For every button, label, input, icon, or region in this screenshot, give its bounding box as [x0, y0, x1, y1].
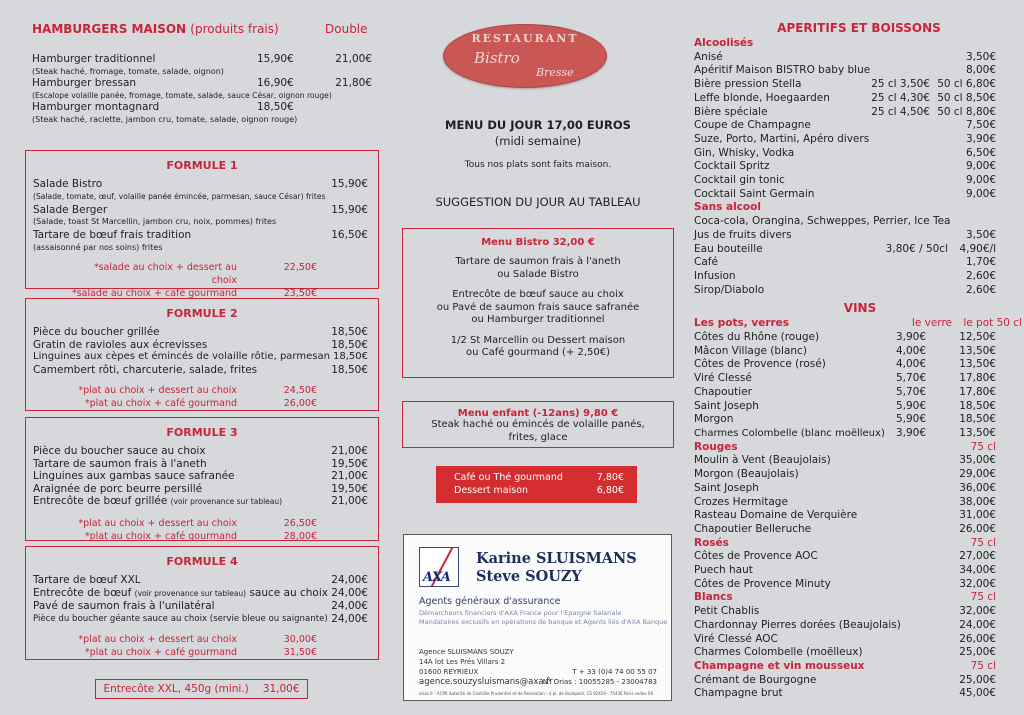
section-header-sans-alcool: Sans alcool	[694, 201, 761, 214]
menu-item	[26, 495, 378, 509]
item-name: Pièce du boucher géante sauce au choix (servie bleue ou saignante)	[33, 613, 328, 624]
item-name: Entrecôte de bœuf	[33, 586, 132, 599]
agent-names	[476, 550, 637, 586]
drink-row: Infusion 2,60€	[694, 269, 996, 282]
item-name: Pavé de saumon frais à l'unilatéral	[33, 600, 215, 612]
drink-row: Coca-cola, Orangina, Schweppes, Perrier, Ice Tea	[694, 215, 951, 228]
item-price: 15,90€	[331, 203, 368, 216]
item-price: 24,00€	[331, 600, 368, 612]
wine-row: Côtes du Rhône (rouge) 3,90€ 12,50€	[694, 331, 996, 344]
drink-row: Sirop/Diabolo 2,60€	[694, 283, 996, 296]
item-name: Pièce du boucher grillée	[33, 326, 160, 338]
item-price: 18,50€	[331, 338, 368, 351]
formule-title: FORMULE 3	[166, 426, 238, 439]
wine-row: Puech haut 34,00€	[694, 564, 996, 577]
menu-item	[26, 351, 378, 364]
wine-row: Mâcon Village (blanc) 4,00€ 13,50€	[694, 344, 996, 357]
combo-label: *plat au choix + café gourmand	[84, 647, 237, 658]
combo-list	[26, 384, 378, 410]
wine-row: Charmes Colombelle (blanc moëlleux) 3,90€ 13,50€	[694, 426, 996, 439]
item-price: 15,90€	[257, 53, 294, 65]
item-name: Tartare de bœuf frais tradition	[33, 229, 192, 241]
menu-line: frites, glace	[508, 431, 568, 443]
wine-row: Chardonnay Pierres dorées (Beaujolais) 24,00€	[694, 618, 996, 631]
menu-line: ou Café gourmand (+ 2,50€)	[465, 347, 611, 358]
drink-row: Cocktail Spritz 9,00€	[694, 160, 996, 173]
wine-row: Crozes Hermitage 38,00€	[694, 495, 996, 508]
logo-line-2: Bistro	[474, 49, 520, 67]
wine-row: Crémant de Bourgogne 25,00€	[694, 673, 996, 686]
menu-line: 1/2 St Marcellin ou Dessert maison	[450, 334, 626, 346]
menu-item	[26, 587, 378, 601]
menu-line: ou Hamburger traditionnel	[471, 314, 605, 325]
menu-item	[26, 204, 378, 217]
section-header-rouges: Rouges 75 cl	[694, 440, 996, 453]
agent-name: Karine SLUISMANS	[476, 550, 637, 567]
item-name: Araignée de porc beurre persillé	[33, 482, 203, 495]
wine-row: Viré Clessé AOC 26,00€	[694, 632, 996, 645]
menu-item	[26, 178, 378, 191]
item-description: (Escalope volaille panée, fromage, tomate, salade, sauce César, oignon rouge)	[32, 91, 332, 100]
item-price: 24,00€	[331, 612, 368, 625]
item-name: Salade Berger	[33, 203, 108, 216]
section-header-pots: Les pots, verres le verre le pot 50 cl	[694, 317, 1022, 330]
section-header-champagne: Champagne et vin mousseux 75 cl	[694, 659, 996, 672]
menu-item	[26, 483, 378, 496]
menu-line: Tartare de saumon frais à l'aneth	[455, 256, 621, 267]
agency-contact	[543, 667, 657, 687]
item-price: 24,00€	[331, 586, 368, 599]
drink-row: Coupe de Champagne 7,50€	[694, 119, 996, 132]
combo-price: 26,50€	[283, 517, 317, 529]
combo-offer	[26, 261, 378, 287]
combo-label: *plat au choix + café gourmand	[84, 398, 237, 409]
item-price: 19,50€	[331, 457, 368, 470]
dessert-item	[454, 485, 637, 498]
wine-row: Moulin à Vent (Beaujolais) 35,00€	[694, 454, 996, 467]
item-name: Entrecôte XXL, 450g (mini.)	[103, 683, 249, 695]
combo-label: *plat au choix + dessert au choix	[78, 634, 237, 645]
menu-item	[26, 458, 378, 471]
hamburgers-title-bold: HAMBURGERS MAISON	[32, 22, 187, 36]
item-price: 21,00€	[331, 495, 368, 507]
drink-row: Jus de fruits divers 3,50€	[694, 228, 996, 241]
formule-3-box	[25, 417, 379, 541]
item-double-price	[315, 101, 372, 114]
combo-offer	[26, 530, 378, 543]
item-price: 31,00€	[262, 683, 300, 695]
menu-line: ou Salade Bistro	[497, 268, 579, 280]
menu-item	[32, 53, 372, 77]
item-price: 18,50€	[333, 351, 368, 362]
combo-price: 30,00€	[283, 634, 317, 645]
menu-item	[26, 600, 378, 613]
item-description: (assaisonné par nos soins) frites	[33, 242, 163, 252]
item-double-price: 21,80€	[335, 77, 372, 89]
vins-title: VINS	[843, 301, 877, 316]
double-header: Double	[325, 22, 368, 36]
item-price: 16,50€	[331, 229, 368, 241]
combo-list	[26, 517, 378, 543]
item-name: Gratin de ravioles aux écrevisses	[33, 338, 208, 351]
fine-print: orias.fr - ACPR Autorité de Contrôle Prudentiel et de Résolution - 4 pl. de Budapest, CS 92459 - 75436 Paris cedex 09	[419, 691, 653, 696]
item-price: 7,80€	[596, 472, 624, 483]
menu-item	[32, 77, 372, 101]
menu-bistro-title: Menu Bistro 32,00 €	[481, 237, 595, 248]
menu-line: Steak haché ou émincés de volaille panés,	[431, 419, 645, 430]
drink-row: Leffe blonde, Hoegaarden 25 cl 4,30€ 50 cl 8,50€	[694, 91, 996, 104]
item-name: Hamburger montagnard	[32, 101, 160, 113]
item-name: Café ou Thé gourmand	[454, 472, 563, 483]
item-description: (Salade, tomate, œuf, volaille panée émincée, parmesan, sauce César) frites	[33, 191, 326, 201]
menu-enfant-title: Menu enfant (-12ans) 9,80 €	[457, 408, 619, 419]
combo-offer	[26, 384, 378, 397]
agency-email: agence.souzysluismans@axa.fr	[419, 677, 553, 687]
item-name: Dessert maison	[454, 484, 529, 496]
address-line: 14A lot Les Prés Villars 2	[419, 658, 506, 666]
drink-row: Café 1,70€	[694, 256, 996, 269]
combo-offer	[26, 633, 378, 646]
orias-number: N° Orias : 10055285 - 23004783	[542, 678, 657, 686]
agency-name: Agence SLUISMANS SOUZY	[419, 648, 514, 656]
item-note: (voir provenance sur tableau)	[134, 588, 247, 598]
item-name: Pièce du boucher sauce au choix	[33, 445, 206, 457]
formule-4-box	[25, 546, 379, 660]
combo-label: *salade au choix + dessert au choix	[93, 261, 237, 286]
wine-row: Morgon (Beaujolais) 29,00€	[694, 468, 996, 481]
desserts-box	[436, 466, 637, 503]
menu-item	[26, 445, 378, 458]
wine-row: Côtes de Provence Minuty 32,00€	[694, 577, 996, 590]
wine-row: Charmes Colombelle (moëlleux) 25,00€	[694, 646, 996, 659]
formule-title: FORMULE 4	[166, 555, 238, 568]
menu-item	[26, 470, 378, 483]
item-description: (Steak haché, raclette, jambon cru, tomate, salade, oignon rouge)	[32, 115, 298, 124]
item-price: 16,90€	[257, 77, 294, 89]
item-note: (voir provenance sur tableau)	[170, 497, 283, 506]
drink-row: Bière spéciale 25 cl 4,50€ 50 cl 8,80€	[694, 105, 996, 118]
drink-row: Eau bouteille 3,80€ / 50cl 4,90€/l	[694, 242, 996, 255]
item-name: Salade Bistro	[33, 178, 103, 190]
hamburgers-title-light: (produits frais)	[190, 22, 279, 36]
wine-row: Chapoutier Belleruche 26,00€	[694, 522, 996, 535]
wine-row: Côtes de Provence (rosé) 4,00€ 13,50€	[694, 358, 996, 371]
menu-item	[26, 326, 378, 339]
hamburgers-list	[32, 53, 372, 125]
combo-label: *plat au choix + dessert au choix	[78, 517, 237, 529]
menu-line: Entrecôte de bœuf sauce au choix	[452, 289, 624, 300]
menu-line: ou Pavé de saumon frais sauce safranée	[436, 301, 640, 313]
agency-address	[419, 647, 553, 687]
drink-row: Gin, Whisky, Vodka 6,50€	[694, 146, 996, 159]
address-line: 01600 REYRIEUX	[419, 668, 479, 676]
wine-row: Petit Chablis 32,00€	[694, 605, 996, 618]
item-double-price: 21,00€	[335, 53, 372, 65]
combo-offer	[26, 397, 378, 410]
item-price: 21,00€	[331, 445, 368, 457]
logo-line-3: Bresse	[536, 66, 574, 79]
menu-item	[32, 101, 372, 125]
item-description: (Steak haché, fromage, tomate, salade, oignon)	[32, 67, 224, 76]
item-name: Linguines aux gambas sauce safranée	[33, 470, 235, 482]
drink-row: Anisé 3,50€	[694, 50, 996, 63]
item-price: 6,80€	[596, 484, 624, 496]
item-price: 15,90€	[331, 178, 368, 190]
menu-item	[26, 339, 378, 352]
item-price: 19,50€	[331, 482, 368, 495]
combo-label: *plat au choix + café gourmand	[84, 530, 237, 542]
homemade-note: Tous nos plats sont faits maison.	[464, 160, 612, 170]
combo-price: 22,50€	[283, 261, 317, 273]
combo-price: 28,00€	[283, 530, 317, 542]
wine-row: Morgon 5,90€ 18,50€	[694, 413, 996, 426]
item-name: Tartare de saumon frais à l'aneth	[33, 457, 207, 470]
wine-row: Saint Joseph 5,90€ 18,50€	[694, 399, 996, 412]
section-header-blancs: Blancs 75 cl	[694, 591, 996, 604]
wine-row: Chapoutier 5,70€ 17,80€	[694, 385, 996, 398]
aperitifs-title: APERITIFS ET BOISSONS	[777, 21, 941, 35]
drink-row: Suze, Porto, Martini, Apéro divers 3,90€	[694, 132, 996, 145]
item-name: Entrecôte de bœuf grillée	[33, 495, 168, 507]
section-header-roses: Rosés 75 cl	[694, 536, 996, 549]
item-name: Hamburger traditionnel	[32, 53, 156, 65]
dessert-item	[454, 472, 637, 485]
combo-label: *salade au choix + café gourmand	[71, 287, 237, 299]
logo-line-1: RESTAURANT	[471, 32, 579, 45]
suggestion-note: SUGGESTION DU JOUR AU TABLEAU	[435, 195, 641, 209]
item-price: 24,00€	[331, 574, 368, 586]
formule-title: FORMULE 1	[166, 159, 238, 172]
hamburgers-title	[32, 22, 279, 36]
combo-offer	[26, 517, 378, 530]
menu-item	[26, 229, 378, 242]
wine-row: Saint Joseph 36,00€	[694, 481, 996, 494]
item-suffix: sauce au choix	[249, 586, 328, 599]
mandate-text: Démarcheurs financiers d'AXA France pour l'Epargne Salariale Mandataires exclusifs en opérations de banque et Agents liés d'AXA Banque	[419, 609, 668, 626]
wine-row: Rasteau Domaine de Verquière 31,00€	[694, 509, 996, 522]
item-price: 21,00€	[331, 470, 368, 482]
combo-price: 23,50€	[283, 287, 317, 299]
menu-du-jour-title: MENU DU JOUR 17,00 EUROS	[445, 118, 631, 132]
agency-phone: T + 33 (0)4 74 00 55 07	[572, 668, 657, 676]
combo-price: 31,50€	[283, 647, 317, 658]
combo-price: 24,50€	[283, 385, 317, 396]
item-name: Tartare de bœuf XXL	[33, 574, 141, 586]
item-name: Linguines aux cèpes et émincés de volaille rôtie, parmesan	[33, 351, 330, 362]
item-price: 18,50€	[331, 326, 368, 338]
drink-row: Cocktail Saint Germain 9,00€	[694, 187, 996, 200]
wine-row: Viré Clessé 5,70€ 17,80€	[694, 372, 996, 385]
menu-item	[26, 364, 378, 377]
drink-row: Bière pression Stella 25 cl 3,50€ 50 cl 6,80€	[694, 78, 996, 91]
wine-row: Côtes de Provence AOC 27,00€	[694, 550, 996, 563]
item-description: (Salade, toast St Marcellin, jambon cru, noix, pommes) frites	[33, 217, 277, 226]
drink-row: Apéritif Maison BISTRO baby blue 8,00€	[694, 64, 996, 77]
combo-list	[26, 261, 378, 300]
menu-du-jour-subtitle: (midi semaine)	[494, 134, 582, 148]
item-name: Camembert rôti, charcuterie, salade, frites	[33, 363, 258, 376]
axa-ad-card	[403, 534, 672, 701]
drink-row: Cocktail gin tonic 9,00€	[694, 174, 996, 187]
formule-title: FORMULE 2	[166, 307, 238, 320]
wine-row: Champagne brut 45,00€	[694, 687, 996, 700]
combo-list	[26, 633, 378, 659]
combo-price: 26,00€	[283, 398, 317, 409]
menu-enfant-box	[402, 401, 674, 448]
restaurant-logo	[443, 24, 607, 88]
formule-1-box	[25, 150, 379, 299]
menu-item	[26, 574, 378, 587]
combo-label: *plat au choix + dessert au choix	[78, 385, 237, 396]
drinks-list	[694, 37, 1022, 701]
combo-offer	[26, 646, 378, 659]
agents-title: Agents généraux d'assurance	[419, 596, 561, 607]
menu-bistro-box	[402, 228, 674, 378]
item-price: 18,50€	[257, 101, 294, 113]
formule-2-box	[25, 298, 379, 411]
section-header-alcoolises: Alcoolisés	[694, 37, 754, 49]
axa-logo-icon: AXA	[419, 547, 459, 587]
agent-name: Steve SOUZY	[476, 568, 582, 585]
menu-item	[26, 613, 378, 626]
entrecote-xxl-box	[95, 679, 308, 699]
item-price: 18,50€	[331, 363, 368, 376]
item-name: Hamburger bressan	[32, 77, 137, 89]
